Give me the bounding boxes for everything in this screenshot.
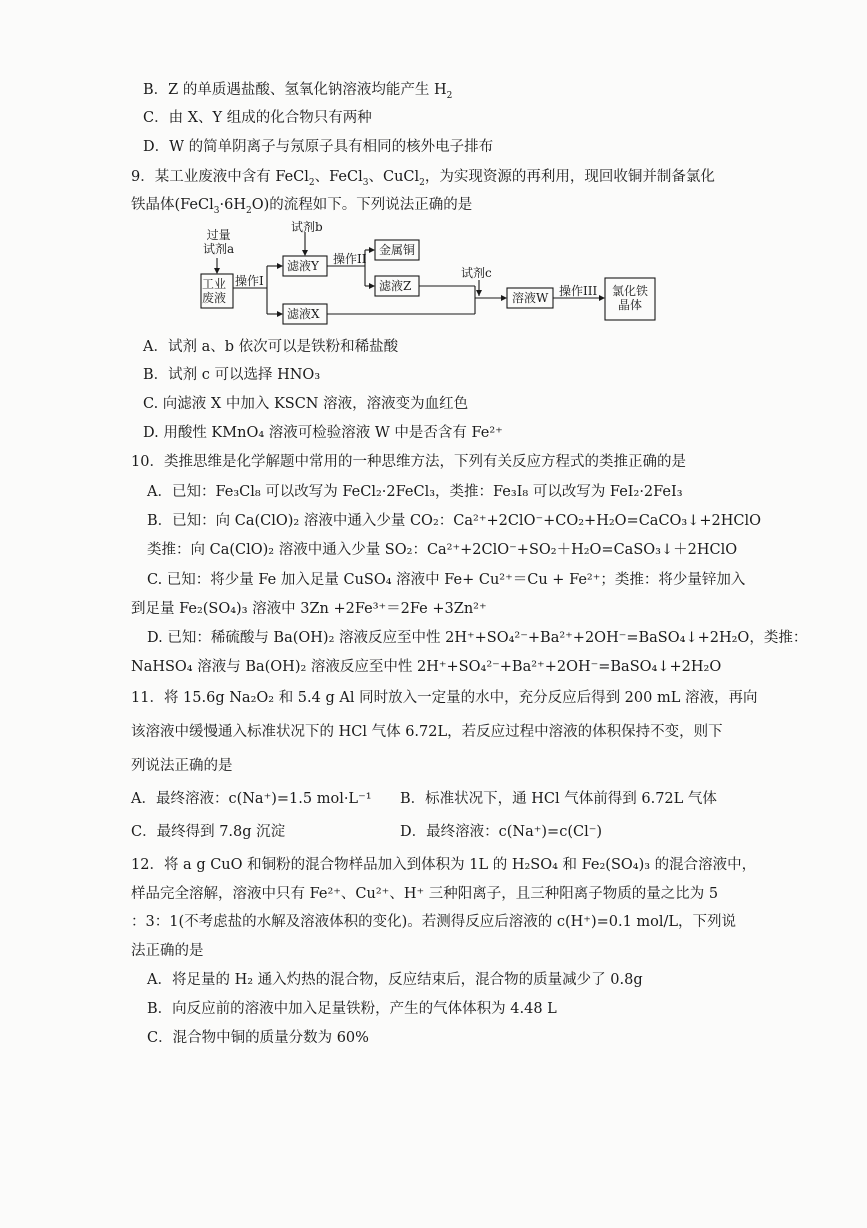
q9-option-d: D. 用酸性 KMnO₄ 溶液可检验溶液 W 中是否含有 Fe²⁺: [143, 425, 503, 441]
filtrate-y-label: 滤液Y: [287, 259, 319, 273]
q12-option-b: B．向反应前的溶液中加入足量铁粉，产生的气体体积为 4.48 L: [147, 1001, 557, 1017]
q8-option-b: B．Z 的单质遇盐酸、氢氧化钠溶液均能产生 $H_2$: [143, 82, 453, 101]
q11-stem-line2: 该溶液中缓慢通入标准状况下的 HCl 气体 6.72L，若反应过程中溶液的体积保持不变，则下: [131, 724, 723, 740]
q11-option-c: C．最终得到 7.8g 沉淀: [131, 824, 286, 840]
q12-stem-line3: ：3：1(不考虑盐的水解及溶液体积的变化)。若测得反应后溶液的 c(H⁺)=0.1 mol/L，下列说: [131, 914, 737, 930]
q10-option-b-line1: B．已知：向 Ca(ClO)₂ 溶液中通入少量 CO₂：Ca²⁺+2ClO⁻+CO₂+H₂O=CaCO₃↓+2HClO: [147, 513, 762, 529]
q9-stem-line2: 铁晶体$(FeCl_3\cdot 6H_2O)$的流程如下。下列说法正确的是: [131, 197, 473, 216]
q10-option-b-line2: 类推：向 Ca(ClO)₂ 溶液中通入少量 SO₂：Ca²⁺+2ClO⁻+SO₂＋H₂O=CaSO₃↓＋2HClO: [147, 542, 738, 558]
q9-flow-diagram: [195, 222, 665, 334]
q10-option-d-line2: NaHSO₄ 溶液与 Ba(OH)₂ 溶液反应至中性 2H⁺+SO₄²⁻+Ba²⁺+2OH⁻=BaSO₄↓+2H₂O: [131, 659, 722, 675]
q10-stem: 10．类推思维是化学解题中常用的一种思维方法，下列有关反应方程式的类推正确的是: [131, 454, 686, 470]
q9-option-b: B．试剂 c 可以选择 HNO₃: [143, 367, 321, 383]
q11-option-a: A．最终溶液：c(Na⁺)=1.5 mol·L⁻¹: [131, 791, 372, 807]
q9-stem-line1: 9．某工业废液中含有 FeCl$_2$、FeCl$_3$、CuCl$_2$，为实现资源的再利用，现回收铜并制备氯化: [131, 169, 715, 188]
q8-option-c: C．由 X、Y 组成的化合物只有两种: [143, 110, 372, 126]
filtrate-z-label: 滤液Z: [379, 279, 412, 293]
q9-option-a: A．试剂 a、b 依次可以是铁粉和稀盐酸: [143, 339, 399, 355]
q9-option-c: C. 向滤液 X 中加入 KSCN 溶液，溶液变为血红色: [143, 396, 469, 412]
q10-option-c-line2: 到足量 Fe₂(SO₄)₃ 溶液中 3Zn +2Fe³⁺＝2Fe +3Zn²⁺: [131, 601, 487, 617]
metal-cu-label: 金属铜: [379, 243, 416, 257]
op3-label: 操作III: [559, 284, 598, 298]
q12-stem-line2: 样品完全溶解，溶液中只有 Fe²⁺、Cu²⁺、H⁺ 三种阳离子，且三种阳离子物质的量之比为 5: [131, 886, 719, 902]
q8-option-d: D．W 的简单阴离子与氖原子具有相同的核外电子排布: [143, 139, 494, 155]
q12-stem-line1: 12．将 a g CuO 和铜粉的混合物样品加入到体积为 1L 的 H₂SO₄ 和 Fe₂(SO₄)₃ 的混合溶液中，: [131, 857, 757, 873]
q11-option-b: B．标准状况下，通 HCl 气体前得到 6.72L 气体: [400, 791, 717, 807]
op2-label: 操作II: [333, 252, 367, 266]
product-label: 氯化铁 晶体: [612, 284, 649, 312]
q12-option-c: C．混合物中铜的质量分数为 60%: [147, 1030, 369, 1046]
reagent-c-label: 试剂c: [461, 266, 492, 280]
q10-option-d-line1: D. 已知：稀硫酸与 Ba(OH)₂ 溶液反应至中性 2H⁺+SO₄²⁻+Ba²⁺+2OH⁻=BaSO₄↓+2H₂O，类推：: [147, 630, 808, 646]
solution-w-label: 溶液W: [512, 291, 549, 305]
q11-option-d: D．最终溶液：c(Na⁺)=c(Cl⁻): [400, 824, 603, 840]
flow-lines: [195, 222, 665, 334]
q11-stem-line1: 11．将 15.6g Na₂O₂ 和 5.4 g Al 同时放入一定量的水中，充分反应后得到 200 mL 溶液，再向: [131, 690, 758, 706]
filtrate-x-label: 滤液X: [287, 307, 320, 321]
waste-label: 工业 废液: [202, 277, 227, 305]
q11-stem-line3: 列说法正确的是: [131, 758, 233, 774]
q10-option-a: A．已知：Fe₃Cl₈ 可以改写为 FeCl₂·2FeCl₃，类推：Fe₃I₈ 可以改写为 FeI₂·2FeI₃: [147, 484, 683, 500]
reagent-a-label: 过量 试剂a: [203, 228, 235, 256]
op1-label: 操作I: [235, 274, 264, 288]
reagent-b-label: 试剂b: [291, 220, 323, 234]
q12-option-a: A．将足量的 H₂ 通入灼热的混合物，反应结束后，混合物的质量减少了 0.8g: [147, 972, 643, 988]
q12-stem-line4: 法正确的是: [131, 943, 204, 959]
q10-option-c-line1: C. 已知：将少量 Fe 加入足量 CuSO₄ 溶液中 Fe+ Cu²⁺＝Cu + Fe²⁺；类推：将少量锌加入: [147, 572, 746, 588]
